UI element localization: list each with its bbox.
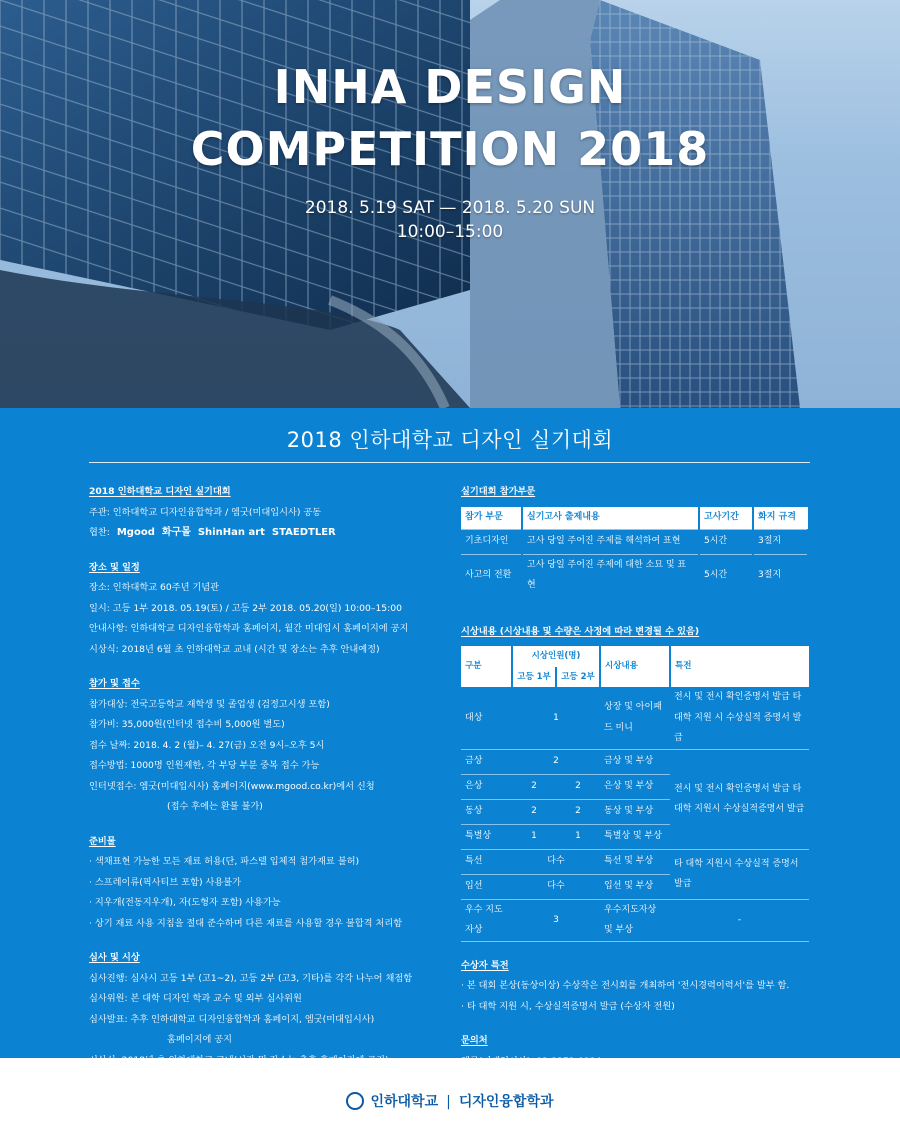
table-cell: 특선: [461, 849, 512, 874]
table-cell: 3절지: [753, 529, 808, 554]
contest-col-paper: 화지 규격: [753, 507, 808, 530]
table-cell: 2: [512, 749, 600, 774]
table-cell: 2: [512, 774, 556, 799]
awards-col-g2: 고등 2부: [556, 667, 600, 688]
hero-date-line-2: 10:00–15:00: [396, 222, 504, 242]
table-cell: 다수: [512, 849, 600, 874]
sponsor-line: [89, 523, 449, 544]
table-row: [461, 687, 809, 749]
hero-date-line-1: 2018. 5.19 SAT — 2018. 5.20 SUN: [304, 198, 596, 218]
judge-line-cont: 홈페이지에 공지: [167, 1034, 233, 1045]
main-title: 2018 인하대학교 디자인 실기대회: [286, 428, 614, 452]
apply-line: 접수 날짜: 2018. 4. 2 (월)– 4. 27(금) 오전 9시–오후 5시: [89, 739, 325, 751]
right-column: [461, 482, 811, 1093]
schedule-line: 안내사항: 인하대학교 디자인융합학과 홈페이지, 월간 미대입시 홈페이지에 공지: [89, 623, 409, 634]
schedule-line: 장소: 인하대학교 60주년 기념관: [89, 582, 220, 593]
title-divider: [89, 462, 810, 463]
apply-line: 인터넷접수: 엠굿(미대입시사) 홈페이지(www.mgood.co.kr)에서 신청: [89, 780, 375, 792]
left-column: [89, 482, 449, 1071]
awards-heading: 시상내용 (시상내용 및 수량은 사정에 따라 변경될 수 있음): [461, 625, 700, 637]
contest-heading: 실기대회 참가부문: [461, 486, 536, 497]
table-cell: 금상: [461, 749, 512, 774]
table-cell: 다수: [512, 874, 600, 899]
table-cell: 우수지도자상 및 부상: [600, 899, 670, 941]
table-cell: 사고의 전환: [461, 554, 522, 596]
prep-line: · 스프레이류(픽사티브 포함) 사용불가: [89, 876, 241, 888]
hero-banner: [0, 0, 900, 408]
winner-line: · 본 대회 본상(동상이상) 수상작은 전시회를 개최하여 '전시경력이력서'를 발부 함.: [461, 980, 790, 991]
awards-table: [461, 646, 809, 942]
schedule-heading: 장소 및 일정: [89, 561, 140, 573]
intro-heading: 2018 인하대학교 디자인 실기대회: [89, 486, 231, 497]
contest-table: [461, 507, 809, 596]
awards-col-benefit: 특전: [670, 646, 809, 687]
footer-university: 인하대학교: [370, 1094, 439, 1110]
apply-heading: 참가 및 접수: [89, 678, 140, 689]
apply-line: 참가대상: 전국고등학교 재학생 및 졸업생 (검정고시생 포함): [89, 698, 330, 710]
table-cell: 상장 및 아이패드 미니: [600, 687, 670, 749]
table-cell: 기초디자인: [461, 529, 522, 554]
table-cell: 5시간: [699, 554, 753, 596]
footer-separator: |: [446, 1094, 451, 1110]
awards-table-header: [461, 646, 809, 667]
awards-col-category: 구분: [461, 646, 512, 687]
table-row: [461, 554, 808, 596]
hero-title-line-1: INHA DESIGN: [273, 60, 627, 114]
contact-heading: 문의처: [461, 1035, 488, 1046]
host-line: 주관: 인하대학교 디자인융합학과 / 엠굿(미대입시사) 공동: [89, 506, 322, 518]
hero-date: [0, 196, 900, 244]
table-cell: 1: [512, 824, 556, 849]
table-cell: 특별상 및 부상: [600, 824, 670, 849]
table-cell: 전시 및 전시 확인증명서 발급 타 대학 지원 시 수상실적 증명서 발급: [670, 687, 809, 749]
table-cell: -: [670, 899, 809, 941]
judge-line: 심사위원: 본 대학 디자인 학과 교수 및 외부 심사위원: [89, 993, 302, 1004]
hero-title-line-2: COMPETITION 2018: [190, 122, 710, 176]
table-cell: 2: [556, 799, 600, 824]
table-cell: 특선 및 부상: [600, 849, 670, 874]
table-cell: 동상 및 부상: [600, 799, 670, 824]
judge-line: 심사진행: 심사시 고등 1부 (고1~2), 고등 2부 (고3, 기타)를 각각 나누어 채점함: [89, 972, 413, 984]
table-row: [461, 849, 809, 874]
winner-line: · 타 대학 지원 시, 수상실적증명서 발급 (수상자 전원): [461, 1000, 675, 1012]
sponsor-logo-mgood: Mgood: [116, 527, 155, 538]
table-cell: 은상 및 부상: [600, 774, 670, 799]
judge-line: 심사발표: 추후 인하대학교 디자인융합학과 홈페이지, 엠굿(미대입시사): [89, 1013, 375, 1025]
table-cell: 1: [556, 824, 600, 849]
table-cell: 입선: [461, 874, 512, 899]
university-emblem-icon: [346, 1092, 364, 1110]
info-panel: [0, 408, 900, 1058]
table-cell: 특별상: [461, 824, 512, 849]
table-cell: 2: [512, 799, 556, 824]
table-cell: 3: [512, 899, 600, 941]
sponsor-logo-hwagumall: 화구몰: [161, 527, 191, 538]
schedule-line: 일시: 고등 1부 2018. 05.19(토) / 고등 2부 2018. 05.20(일) 10:00–15:00: [89, 602, 402, 614]
table-cell: 대상: [461, 687, 512, 749]
contest-col-category: 참가 부문: [461, 507, 522, 530]
table-cell: 고사 당일 주어진 주제에 대한 소묘 및 표현: [522, 554, 699, 596]
table-row: [461, 899, 809, 941]
table-cell: 2: [556, 774, 600, 799]
awards-col-g1: 고등 1부: [512, 667, 556, 688]
table-cell: 5시간: [699, 529, 753, 554]
sponsor-logo-staedtler: STAEDTLER: [271, 527, 336, 538]
table-cell: 우수 지도자상: [461, 899, 512, 941]
table-cell: 은상: [461, 774, 512, 799]
contest-col-duration: 고사기간: [699, 507, 753, 530]
judge-heading: 심사 및 시상: [89, 952, 140, 963]
footer-department: 디자인융합학과: [458, 1094, 554, 1110]
apply-line: 접수방법: 1000명 인원제한, 각 부당 부분 중복 접수 가능: [89, 760, 320, 771]
table-cell: 금상 및 부상: [600, 749, 670, 774]
winner-heading: 수상자 특전: [461, 959, 509, 971]
table-cell: 타 대학 지원시 수상실적 증명서 발급: [670, 849, 809, 899]
prep-line: · 색채표현 가능한 모든 재료 허용(단, 파스텔 입체적 첨가재료 불허): [89, 856, 360, 867]
footer-brand: [0, 1091, 900, 1111]
sponsor-logo-shinhan: ShinHan art: [197, 527, 265, 538]
awards-col-content: 시상내용: [600, 646, 670, 687]
hero-title: [0, 56, 900, 180]
table-row: [461, 749, 809, 774]
table-cell: 3절지: [753, 554, 808, 596]
table-row: [461, 529, 808, 554]
table-cell: 고사 당일 주어진 주제를 해석하여 표현: [522, 529, 699, 554]
schedule-line: 시상식: 2018년 6월 초 인하대학교 교내 (시간 및 장소는 추후 안내예정): [89, 643, 380, 655]
prep-line: · 상기 재료 사용 지침을 절대 준수하며 다른 재료를 사용할 경우 불합격 처리함: [89, 917, 403, 929]
prep-heading: 준비물: [89, 835, 116, 847]
table-cell: 입선 및 부상: [600, 874, 670, 899]
footer: [0, 1058, 900, 1148]
table-cell: 1: [512, 687, 600, 749]
contest-table-header: [461, 507, 808, 530]
awards-col-count: 시상인원(명): [512, 646, 600, 667]
table-cell: 동상: [461, 799, 512, 824]
contest-col-content: 실기고사 출제내용: [522, 507, 699, 530]
prep-line: · 지우개(전동지우개), 자(도형자 포함) 사용가능: [89, 897, 281, 908]
sponsor-label: 협찬:: [89, 527, 110, 538]
table-cell: 전시 및 전시 확인증명서 발급 타 대학 지원시 수상실적증명서 발급: [670, 749, 809, 849]
apply-note: (접수 후에는 환불 불가): [167, 801, 263, 812]
apply-line: 참가비: 35,000원(인터넷 접수비 5,000원 별도): [89, 719, 285, 730]
